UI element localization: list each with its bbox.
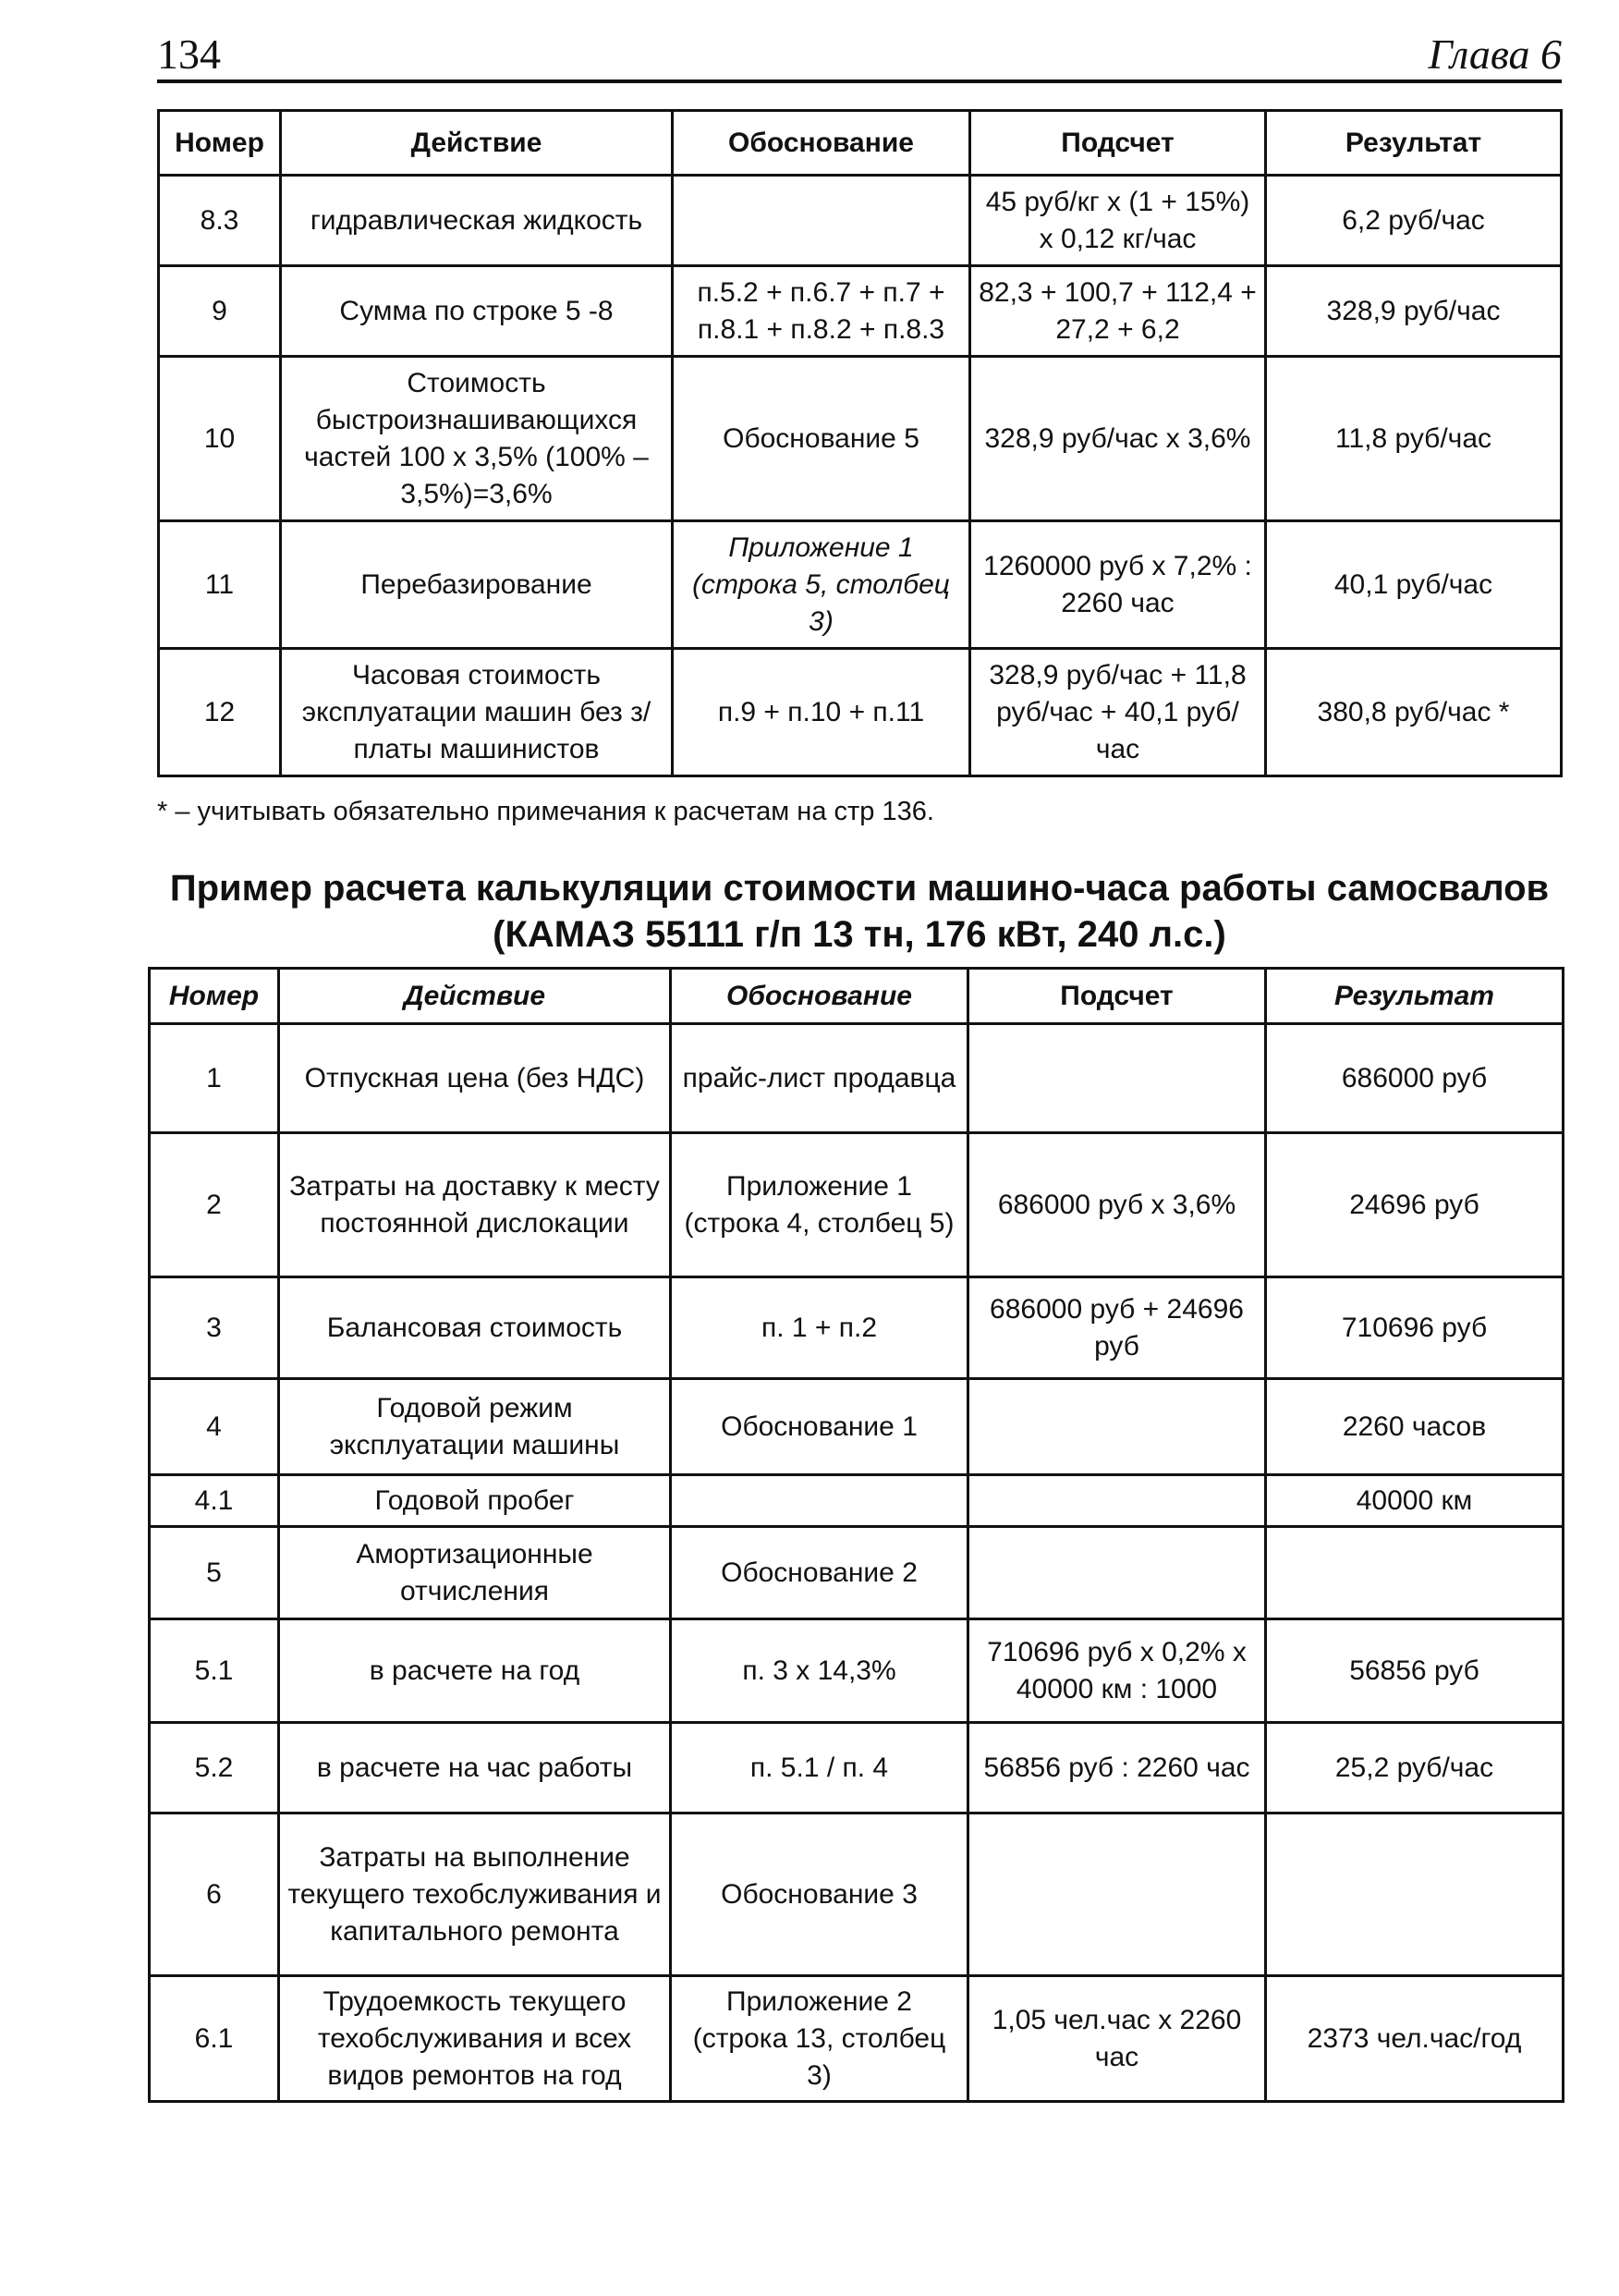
cell-action: Затраты на доставку к месту постоянной дислокации bbox=[279, 1133, 671, 1277]
column-header-basis: Обоснование bbox=[673, 111, 970, 176]
table-row bbox=[150, 1024, 1564, 1133]
cell-number: 6.1 bbox=[150, 1976, 279, 2102]
cell-basis: прайс-лист продавца bbox=[671, 1024, 968, 1133]
table-row bbox=[150, 1723, 1564, 1814]
cell-result: 25,2 руб/час bbox=[1266, 1723, 1564, 1814]
column-header-calculation: Подсчет bbox=[968, 969, 1266, 1024]
cell-number: 4.1 bbox=[150, 1475, 279, 1527]
cell-calculation: 328,9 руб/час + 11,8 руб/час + 40,1 руб/час bbox=[970, 649, 1266, 776]
cell-action: Амортизационные отчисления bbox=[279, 1527, 671, 1619]
page-number: 134 bbox=[157, 31, 221, 78]
cell-calculation: 82,3 + 100,7 + 112,4 + 27,2 + 6,2 bbox=[970, 266, 1266, 357]
cell-number: 6 bbox=[150, 1814, 279, 1976]
cell-basis: Обоснование 1 bbox=[671, 1379, 968, 1475]
cell-action: Перебазирование bbox=[281, 521, 673, 649]
cell-number: 5.2 bbox=[150, 1723, 279, 1814]
section-title: Пример расчета калькуляции стоимости машино-часа работы самосвалов (КАМАЗ 55111 г/п 13 тн, 176 кВт, 240 л.с.) bbox=[169, 868, 1550, 955]
cell-calculation: 710696 руб х 0,2% х 40000 км : 1000 bbox=[968, 1619, 1266, 1723]
column-header-action: Действие bbox=[281, 111, 673, 176]
cell-basis: Приложение 1 (строка 5, столбец 3) bbox=[673, 521, 970, 649]
cell-calculation: 686000 руб х 3,6% bbox=[968, 1133, 1266, 1277]
table-row bbox=[150, 1133, 1564, 1277]
cell-calculation: 45 руб/кг х (1 + 15%) х 0,12 кг/час bbox=[970, 176, 1266, 266]
cell-result: 11,8 руб/час bbox=[1266, 357, 1562, 521]
table-row bbox=[150, 1379, 1564, 1475]
column-header-result: Результат bbox=[1266, 111, 1562, 176]
cell-result bbox=[1266, 1814, 1564, 1976]
table-row bbox=[150, 1277, 1564, 1379]
cell-number: 5.1 bbox=[150, 1619, 279, 1723]
cell-basis: Обоснование 5 bbox=[673, 357, 970, 521]
cell-action: Сумма по строке 5 -8 bbox=[281, 266, 673, 357]
cell-result bbox=[1266, 1527, 1564, 1619]
cell-basis bbox=[673, 176, 970, 266]
cell-basis: п. 5.1 / п. 4 bbox=[671, 1723, 968, 1814]
cell-action: Отпускная цена (без НДС) bbox=[279, 1024, 671, 1133]
cell-action: Годовой режим эксплуатации машины bbox=[279, 1379, 671, 1475]
cell-result: 56856 руб bbox=[1266, 1619, 1564, 1723]
cell-number: 5 bbox=[150, 1527, 279, 1619]
cell-action: в расчете на час работы bbox=[279, 1723, 671, 1814]
cell-calculation: 686000 руб + 24696 руб bbox=[968, 1277, 1266, 1379]
cell-calculation bbox=[968, 1527, 1266, 1619]
table-row bbox=[150, 1475, 1564, 1527]
cell-result: 710696 руб bbox=[1266, 1277, 1564, 1379]
cell-action: Затраты на выполнение текущего техобслуживания и капитального ремонта bbox=[279, 1814, 671, 1976]
cell-basis bbox=[671, 1475, 968, 1527]
cell-action: Балансовая стоимость bbox=[279, 1277, 671, 1379]
cell-basis: Приложение 1 (строка 4, столбец 5) bbox=[671, 1133, 968, 1277]
cell-basis: п.5.2 + п.6.7 + п.7 + п.8.1 + п.8.2 + п.8.3 bbox=[673, 266, 970, 357]
dump-truck-cost-table bbox=[148, 967, 1564, 2103]
cell-number: 9 bbox=[159, 266, 281, 357]
cell-number: 4 bbox=[150, 1379, 279, 1475]
cell-result: 686000 руб bbox=[1266, 1024, 1564, 1133]
cell-calculation: 328,9 руб/час х 3,6% bbox=[970, 357, 1266, 521]
cell-number: 1 bbox=[150, 1024, 279, 1133]
table-header-row bbox=[150, 969, 1564, 1024]
cell-calculation: 1260000 руб х 7,2% : 2260 час bbox=[970, 521, 1266, 649]
cell-basis: Приложение 2 (строка 13, столбец 3) bbox=[671, 1976, 968, 2102]
cell-basis: Обоснование 2 bbox=[671, 1527, 968, 1619]
cell-result: 24696 руб bbox=[1266, 1133, 1564, 1277]
cell-number: 3 bbox=[150, 1277, 279, 1379]
table-row bbox=[159, 176, 1562, 266]
table-row bbox=[159, 266, 1562, 357]
column-header-calculation: Подсчет bbox=[970, 111, 1266, 176]
table-row bbox=[159, 357, 1562, 521]
cell-calculation bbox=[968, 1024, 1266, 1133]
chapter-title: Глава 6 bbox=[1428, 31, 1562, 78]
table-row bbox=[150, 1814, 1564, 1976]
cell-number: 2 bbox=[150, 1133, 279, 1277]
cell-action: Стоимость быстроизнашивающихся частей 100 х 3,5% (100% – 3,5%)=3,6% bbox=[281, 357, 673, 521]
cell-calculation bbox=[968, 1475, 1266, 1527]
cell-result: 6,2 руб/час bbox=[1266, 176, 1562, 266]
cell-result: 328,9 руб/час bbox=[1266, 266, 1562, 357]
footnote: * – учитывать обязательно примечания к расчетам на стр 136. bbox=[157, 797, 934, 826]
cell-calculation bbox=[968, 1379, 1266, 1475]
cell-action: Годовой пробег bbox=[279, 1475, 671, 1527]
table-row bbox=[159, 521, 1562, 649]
cell-basis: п.9 + п.10 + п.11 bbox=[673, 649, 970, 776]
cell-number: 11 bbox=[159, 521, 281, 649]
column-header-basis: Обоснование bbox=[671, 969, 968, 1024]
column-header-result: Результат bbox=[1266, 969, 1564, 1024]
cell-basis: п. 1 + п.2 bbox=[671, 1277, 968, 1379]
table-header-row bbox=[159, 111, 1562, 176]
cell-calculation: 56856 руб : 2260 час bbox=[968, 1723, 1266, 1814]
column-header-action: Действие bbox=[279, 969, 671, 1024]
cell-result: 380,8 руб/час * bbox=[1266, 649, 1562, 776]
cell-number: 8.3 bbox=[159, 176, 281, 266]
cell-action: Трудоемкость текущего техобслуживания и всех видов ремонтов на год bbox=[279, 1976, 671, 2102]
cell-action: гидравлическая жидкость bbox=[281, 176, 673, 266]
cell-basis: п. 3 х 14,3% bbox=[671, 1619, 968, 1723]
cell-number: 10 bbox=[159, 357, 281, 521]
cell-action: Часовая стоимость эксплуатации машин без з/платы машинистов bbox=[281, 649, 673, 776]
column-header-number: Номер bbox=[159, 111, 281, 176]
cell-result: 40,1 руб/час bbox=[1266, 521, 1562, 649]
table-row bbox=[150, 1976, 1564, 2102]
table-row bbox=[150, 1619, 1564, 1723]
cell-basis: Обоснование 3 bbox=[671, 1814, 968, 1976]
page-header bbox=[157, 26, 1562, 83]
cell-calculation bbox=[968, 1814, 1266, 1976]
table-row bbox=[159, 649, 1562, 776]
column-header-number: Номер bbox=[150, 969, 279, 1024]
cell-number: 12 bbox=[159, 649, 281, 776]
cell-action: в расчете на год bbox=[279, 1619, 671, 1723]
table-row bbox=[150, 1527, 1564, 1619]
cell-calculation: 1,05 чел.час х 2260 час bbox=[968, 1976, 1266, 2102]
cell-result: 2373 чел.час/год bbox=[1266, 1976, 1564, 2102]
cell-result: 40000 км bbox=[1266, 1475, 1564, 1527]
cell-result: 2260 часов bbox=[1266, 1379, 1564, 1475]
cost-table-continued bbox=[157, 109, 1563, 777]
